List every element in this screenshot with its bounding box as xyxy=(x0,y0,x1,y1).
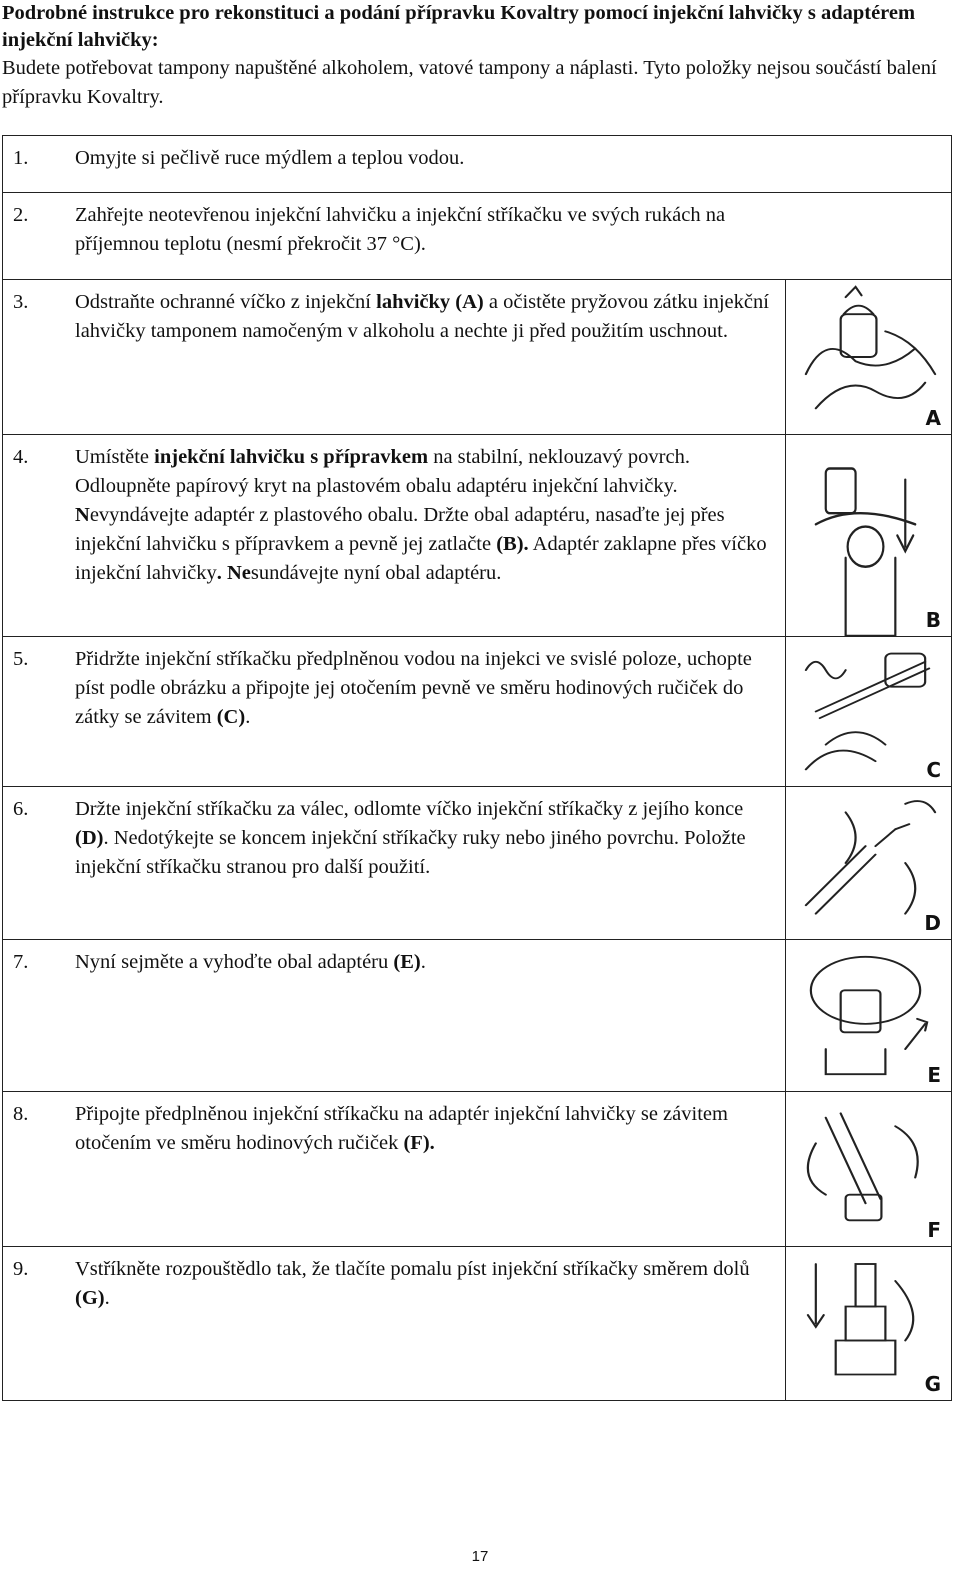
step-row xyxy=(3,786,951,939)
step-number: 7. xyxy=(13,951,29,973)
steps-table xyxy=(2,135,952,1401)
page-number: 17 xyxy=(471,1548,489,1565)
syringe-connect-illustration xyxy=(785,1092,951,1246)
step-text: Držte injekční stříkačku za válec, odlomte víčko injekční stříkačky z jejího konce (D). Nedotýkejte se koncem injekční stříkačky ruky nebo jiného povrchu. Položte injekční stříkačku stranou pro další použití. xyxy=(75,798,746,878)
step-row xyxy=(3,192,951,279)
step-number: 1. xyxy=(13,147,29,169)
step-text: Připojte předplněnou injekční stříkačku na adaptér injekční lahvičky se závitem otočením ve směru hodinových ručiček (F). xyxy=(75,1103,728,1154)
plunger-attach-illustration xyxy=(785,637,951,786)
step-text: Vstříkněte rozpouštědlo tak, že tlačíte pomalu píst injekční stříkačky směrem dolů (G). xyxy=(75,1258,750,1309)
adapter-package-remove-illustration xyxy=(785,940,951,1091)
step-row xyxy=(3,1246,951,1400)
step-number: 6. xyxy=(13,798,29,820)
intro-paragraph: Budete potřebovat tampony napuštěné alkoholem, vatové tampony a náplasti. Tyto položky nejsou součástí balení přípravku Kovaltry. xyxy=(2,57,937,108)
vial-cap-removal-illustration xyxy=(785,280,951,434)
step-text: Přidržte injekční stříkačku předplněnou vodou na injekci ve svislé poloze, uchopte píst podle obrázku a připojte jej otočením pevně ve směru hodinových ručiček do zátky se závitem (C). xyxy=(75,648,752,728)
step-row xyxy=(3,939,951,1091)
page-heading: Podrobné instrukce pro rekonstituci a podání přípravku Kovaltry pomocí injekční lahvičky s adaptérem injekční lahvičky: xyxy=(2,2,916,51)
step-number: 5. xyxy=(13,648,29,670)
step-number: 2. xyxy=(13,204,29,226)
figure-label: A xyxy=(925,406,941,430)
figure-label: E xyxy=(927,1063,941,1087)
step-row xyxy=(3,279,951,434)
syringe-cap-break-illustration xyxy=(785,787,951,939)
step-text: Umístěte injekční lahvičku s přípravkem na stabilní, neklouzavý povrch. Odloupněte papírový kryt na plastovém obalu adaptéru injekční lahvičky. Nevyndávejte adaptér z plastového obalu. Držte obal adaptéru, nasaďte jej přes injekční lahvičku s přípravkem a pevně jej zatlačte (B). Adaptér zaklapne přes víčko injekční lahvičky. Nesundávejte nyní obal adaptéru. xyxy=(75,446,767,584)
figure-label: G xyxy=(924,1372,941,1396)
step-row xyxy=(3,136,951,192)
figure-label: D xyxy=(924,911,941,935)
step-text: Zahřejte neotevřenou injekční lahvičku a injekční stříkačku ve svých rukách na příjemnou teplotu (nesmí překročit 37 °C). xyxy=(75,204,726,255)
step-number: 8. xyxy=(13,1103,29,1125)
step-number: 3. xyxy=(13,291,29,313)
figure-label: C xyxy=(926,758,941,782)
step-number: 9. xyxy=(13,1258,29,1280)
step-number: 4. xyxy=(13,446,29,468)
vial-adapter-press-illustration xyxy=(785,435,951,636)
step-row xyxy=(3,434,951,636)
step-row xyxy=(3,1091,951,1246)
solvent-inject-illustration xyxy=(785,1247,951,1400)
figure-label: F xyxy=(927,1218,941,1242)
step-row xyxy=(3,636,951,786)
step-text: Odstraňte ochranné víčko z injekční lahvičky (A) a očistěte pryžovou zátku injekční lahvičky tamponem namočeným v alkoholu a nechte ji před použitím uschnout. xyxy=(75,291,769,342)
figure-label: B xyxy=(925,608,941,632)
step-text: Nyní sejměte a vyhoďte obal adaptéru (E). xyxy=(75,951,426,973)
step-text: Omyjte si pečlivě ruce mýdlem a teplou vodou. xyxy=(75,147,465,169)
